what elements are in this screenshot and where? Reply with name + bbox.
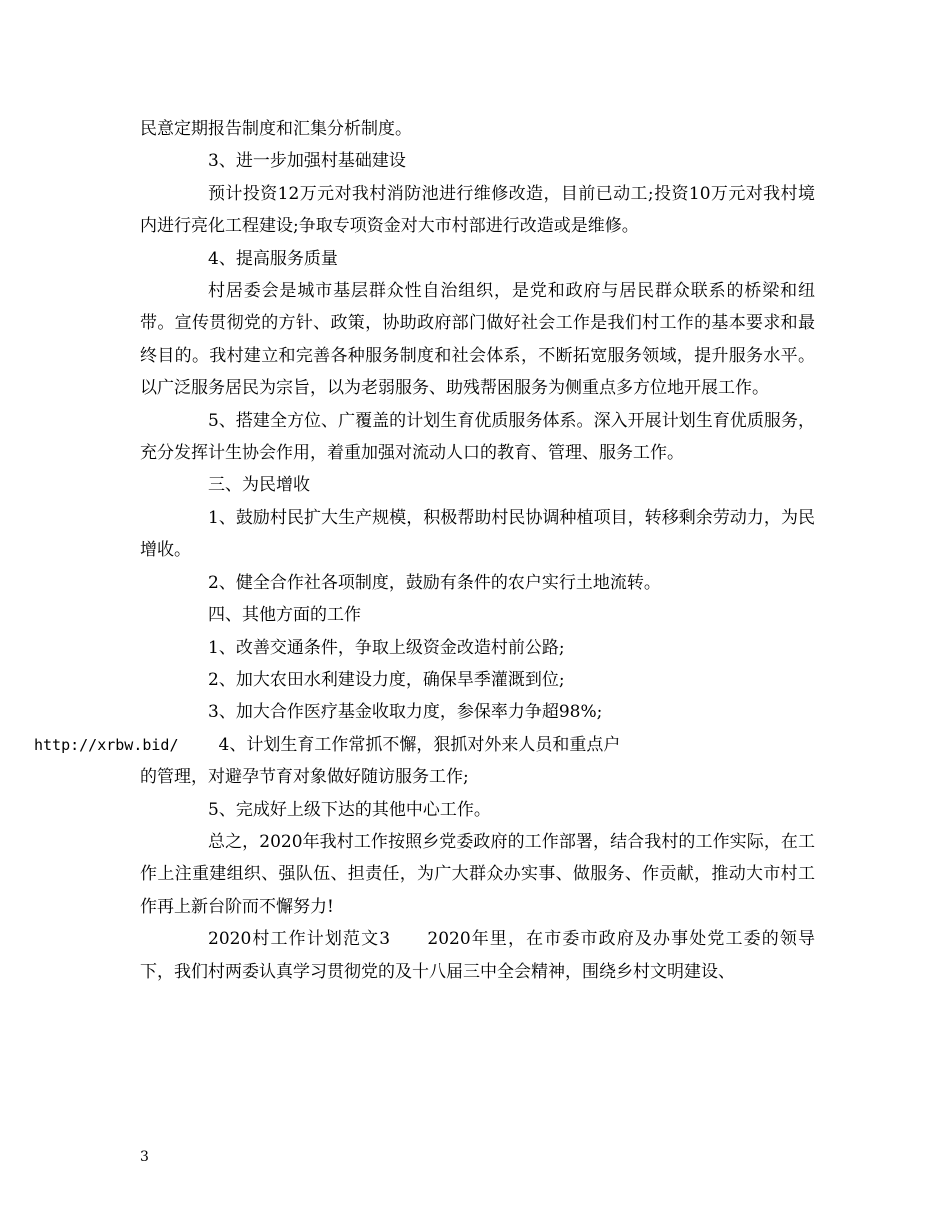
paragraph: 1、鼓励村民扩大生产规模，积极帮助村民协调种植项目，转移剩余劳动力，为民增收。 — [140, 507, 815, 561]
paragraph: 预计投资12万元对我村消防池进行维修改造，目前已动工;投资10万元对我村境内进行亮化工程建设;争取专项资金对大市村部进行改造或是维修。 — [140, 183, 815, 237]
list-item: 1、改善交通条件，争取上级资金改造村前公路; — [208, 637, 565, 658]
section-heading: 4、提高服务质量 — [208, 248, 338, 269]
url-paragraph-continuation: 的管理，对避孕节育对象做好随访服务工作; — [140, 767, 469, 788]
list-item: 2、加大农田水利建设力度，确保旱季灌溉到位; — [208, 669, 565, 690]
url-paragraph-first-line — [0, 729, 815, 761]
paragraph: 民意定期报告制度和汇集分析制度。 — [140, 119, 412, 139]
section-heading: 3、进一步加强村基础建设 — [208, 151, 406, 172]
paragraph: 5、搭建全方位、广覆盖的计划生育优质服务体系。深入开展计划生育优质服务，充分发挥计生协会作用，着重加强对流动人口的教育、管理、服务工作。 — [140, 410, 815, 464]
section-heading: 三、为民增收 — [208, 475, 310, 496]
list-item: 5、完成好上级下达的其他中心工作。 — [208, 799, 491, 820]
list-item: 3、加大合作医疗基金收取力度，参保率力争超98%; — [208, 702, 603, 723]
url-link[interactable]: http://xrbw.bid/ — [34, 735, 179, 754]
paragraph: 2、健全合作社各项制度，鼓励有条件的农户实行土地流转。 — [208, 572, 661, 593]
paragraph: 总之，2020年我村工作按照乡党委政府的工作部署，结合我村的工作实际，在工作上注重建组织、强队伍、担责任，为广大群众办实事、做服务、作贡献，推动大市村工作再上新台阶而不懈努力! — [140, 831, 815, 917]
page-number: 3 — [140, 1149, 149, 1165]
list-item-text: 4、计划生育工作常抓不懈，狠抓对外来人员和重点户 — [218, 734, 621, 755]
paragraph: 2020村工作计划范文3 2020年里，在市委市政府及办事处党工委的领导下，我们村两委认真学习贯彻党的及十八届三中全会精神，围绕乡村文明建设、 — [140, 929, 815, 982]
document-body — [34, 113, 815, 988]
paragraph: 村居委会是城市基层群众性自治组织，是党和政府与居民群众联系的桥梁和纽带。宣传贯彻党的方针、政策，协助政府部门做好社会工作是我们村工作的基本要求和最终目的。我村建立和完善各种服务制度和社会体系，不断拓宽服务领域，提升服务水平。以广泛服务居民为宗旨，以为老弱服务、助残帮困服务为侧重点多方位地开展工作。 — [140, 281, 815, 399]
section-heading: 四、其他方面的工作 — [208, 605, 361, 626]
